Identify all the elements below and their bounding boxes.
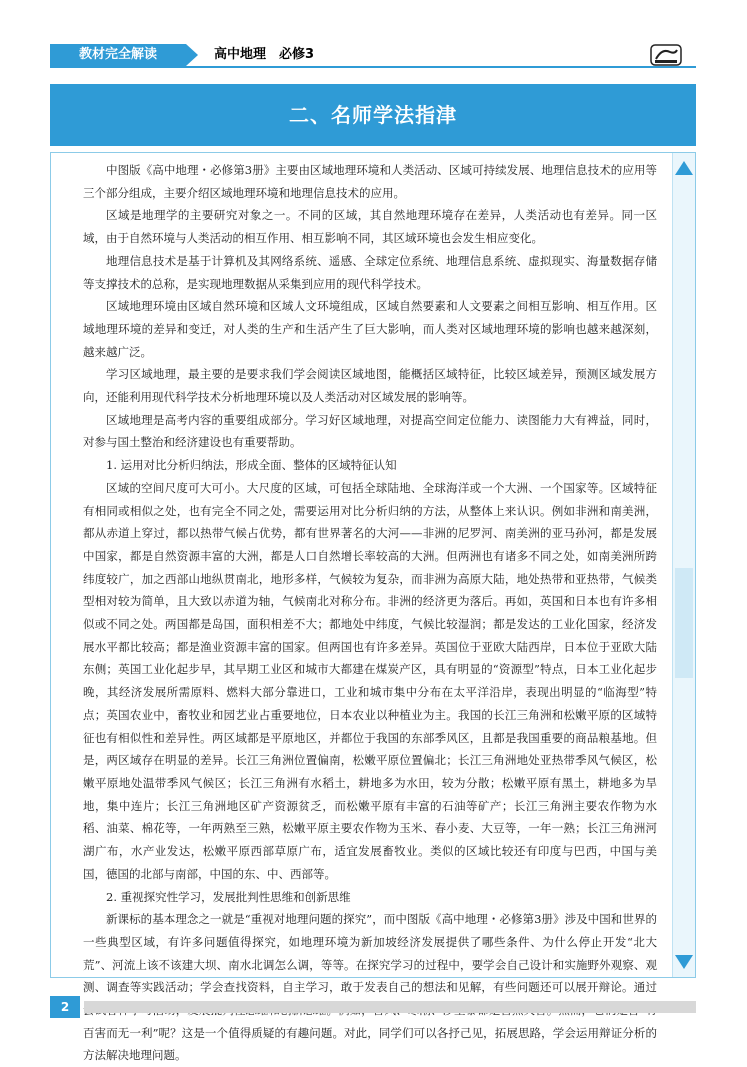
header-divider xyxy=(50,66,696,68)
subheading: 1. 运用对比分析归纳法，形成全面、整体的区域特征认知 xyxy=(106,458,397,473)
paragraph: 学习区域地理，最主要的是要求我们学会阅读区域地图，能概括区域特征，比较区域差异，预测区域发展方向，还能利用现代科学技术分析地理环境以及人类活动对区域发展的影响等。 xyxy=(83,367,657,405)
scrollbar[interactable] xyxy=(672,153,695,977)
section-title: 二、名师学法指津 xyxy=(50,84,696,146)
paragraph: 区域的空间尺度可大可小。大尺度的区域，可包括全球陆地、全球海洋或一个大洲、一个国家等。区域特征有相同或相似之处，也有完全不同之处，需要运用对比分析归纳的方法，从整体上来认识。例如非洲和南美洲，都从赤道上穿过，都以热带气候占优势，都有世界著名的大河——非洲的尼罗河、南美洲的亚马孙河，都是发展中国家，都是自然资源丰富的大洲，都是人口自然增长率较高的大洲。但两洲也有诸多不同之处，如南美洲所跨纬度较广，加之西部山地纵贯南北，地形多样，气候较为复杂，而非洲为高原大陆，地处热带和亚热带，气候类型相对较为简单，且大致以赤道为轴，气候南北对称分布。非洲的经济更为落后。再如，英国和日本也有许多相似或不同之处。两国都是岛国，面积相差不大；都地处中纬度，气候比较湿润；都是发达的工业化国家，经济发展水平都比较高；都是渔业资源丰富的国家。但两国也有许多差异。英国位于亚欧大陆西岸，日本位于亚欧大陆东侧；英国工业化起步早，其早期工业区和城市大都建在煤炭产区，具有明显的“资源型”特点，日本工业化起步晚，其经济发展所需原料、燃料大部分靠进口，工业和城市集中分布在太平洋沿岸，表现出明显的“临海型”特点；英国农业中，畜牧业和园艺业占重要地位，日本农业以种植业为主。我国的长江三角洲和松嫩平原的区域特征也有相似性和差异性。两区域都是平原地区，并都位于我国的东部季风区，且都是我国重要的商品粮基地。但是，两区域存在明显的差异。长江三角洲位置偏南，松嫩平原位置偏北；长江三角洲地处亚热带季风气候区，松嫩平原地处温带季风气候区；长江三角洲有水稻土，耕地多为水田，较为分散；松嫩平原有黑土，耕地多为旱地，集中连片；长江三角洲地区矿产资源贫乏，而松嫩平原有丰富的石油等矿产；长江三角洲主要农作物为水稻、油菜、棉花等，一年两熟至三熟，松嫩平原主要农作物为玉米、春小麦、大豆等，一年一熟；长江三角洲河湖广布，水产业发达，松嫩平原西部草原广布，适宜发展畜牧业。类似的区域比较还有印度与巴西，中国与美国，德国的北部与南部，中国的东、中、西部等。 xyxy=(83,480,657,881)
paragraph: 新课标的基本理念之一就是“重视对地理问题的探究”，而中图版《高中地理・必修第3册》涉及中国和世界的一些典型区域，有许多问题值得探究，如地理环境为新加坡经济发展提供了哪些条件、为什么停止开发“北大荒”、河流上该不该建大坝、南水北调怎么调，等等。在探究学习的过程中，要学会自己设计和实施野外观察、观测、调查等实践活动；学会查找资料，自主学习，敢于发表自己的想法和见解，有些问题还可以展开辩论。通过 百害而无一利”呢？这是一个值得质疑的有趣问题。对此，同学们可以各抒己见，拓展思路，学会运用辩证分析的方法解决地理问题。 xyxy=(83,912,657,1063)
paragraph: 中图版《高中地理・必修第3册》主要由区域地理环境和人类活动、区域可持续发展、地理信息技术的应用等三个部分组成，主要介绍区域地理环境和地理信息技术的应用。 xyxy=(83,163,657,200)
scroll-down-arrow-icon[interactable] xyxy=(675,955,693,969)
scroll-thumb[interactable] xyxy=(675,568,693,678)
tag-arrow-decoration xyxy=(186,44,198,66)
paragraph: 区域地理环境由区域自然环境和区域人文环境组成，区域自然要素和人文要素之间相互影响、相互作用。区域地理环境的差异和变迁，对人类的生产和生活产生了巨大影响，而人类对区域地理环境的影响也越来越深刻，越来越广泛。 xyxy=(83,299,657,359)
page-header xyxy=(50,44,690,66)
book-title: 高中地理 必修3 xyxy=(214,47,315,62)
paragraph: 地理信息技术是基于计算机及其网络系统、遥感、全球定位系统、地理信息系统、虚拟现实、海量数据存储等支撑技术的总称，是实现地理数据从采集到应用的现代科学技术。 xyxy=(83,253,657,291)
scroll-up-arrow-icon[interactable] xyxy=(675,161,693,175)
article-body xyxy=(83,159,657,1067)
footer-bar-decoration xyxy=(84,1001,696,1013)
subheading: 2. 重视探究性学习，发展批判性思维和创新思维 xyxy=(106,889,351,904)
page-number: 2 xyxy=(50,996,80,1018)
publisher-logo-icon xyxy=(650,44,682,66)
series-tag: 教材完全解读 xyxy=(50,44,186,66)
page-footer xyxy=(50,996,696,1018)
content-panel xyxy=(50,152,696,1063)
paragraph: 区域地理是高考内容的重要组成部分。学习好区域地理，对提高空间定位能力、读图能力大有裨益，同时，对参与国土整治和经济建设也有重要帮助。 xyxy=(83,412,657,450)
paragraph: 区域是地理学的主要研究对象之一。不同的区域，其自然地理环境存在差异，人类活动也有差异。同一区域，由于自然环境与人类活动的相互作用、相互影响不同，其区域环境也会发生相应变化。 xyxy=(83,208,657,246)
